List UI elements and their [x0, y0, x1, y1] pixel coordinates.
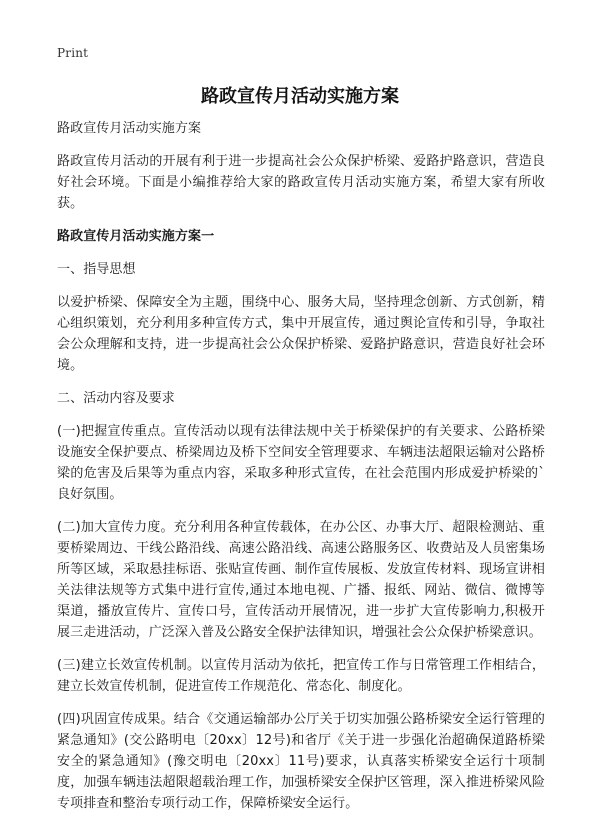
- intro-paragraph: 路政宣传月活动的开展有利于进一步提高社会公众保护桥梁、爱路护路意识，营造良好社会环境。下面是小编推荐给大家的路政宣传月活动实施方案，希望大家有所收获。: [57, 154, 545, 211]
- article-subtitle: 路政宣传月活动实施方案: [57, 121, 202, 136]
- item1-paragraph: (一)把握宣传重点。宣传活动以现有法律法规中关于桥梁保护的有关要求、公路桥梁设施安全保护要点、桥梁周边及桥下空间安全管理要求、车辆违法超限运输对公路桥梁的危害及后果等为重点内容，采取多种形式宣传，在社会范围内形成爱护桥梁的`良好氛围。: [57, 424, 545, 502]
- part1-paragraph: 以爱护桥梁、保障安全为主题，围绕中心、服务大局，坚持理念创新、方式创新，精心组织策划，充分利用多种宣传方式，集中开展宣传，通过舆论宣传和引导，争取社会公众理解和支持，进一步提高社会公众保护桥梁、爱路护路意识，营造良好社会环境。: [57, 295, 545, 373]
- article-body: [57, 118, 545, 826]
- part1-heading: 一、指导思想: [57, 262, 136, 277]
- item4-paragraph: (四)巩固宣传成果。结合《交通运输部办公厅关于切实加强公路桥梁安全运行管理的紧急通知》(交公路明电〔20xx〕12号)和省厅《关于进一步强化治超确保道路桥梁安全的紧急通知》(豫交明电〔20xx〕11号)要求，认真落实桥梁安全运行十项制度，加强车辆违法超限超载治理工作，加强桥梁安全保护区管理，深入推进桥梁风险专项排查和整治专项行动工作，保障桥梁安全运行。: [57, 712, 545, 811]
- item2-paragraph: (二)加大宣传力度。充分利用各种宣传载体，在办公区、办事大厅、超限检测站、重要桥梁周边、干线公路沿线、高速公路沿线、高速公路服务区、收费站及人员密集场所等区域，采取悬挂标语、张贴宣传画、制作宣传展板、发放宣传材料、现场宣讲相关法律法规等方式集中进行宣传,通过本地电视、广播、报纸、网站、微信、微博等渠道，播放宣传片、宣传口号，宣传活动开展情况，进一步扩大宣传影响力,积极开展三走进活动，广泛深入普及公路安全保护法律知识，增强社会公众保护桥梁意识。: [57, 520, 545, 640]
- section-heading: 路政宣传月活动实施方案一: [57, 229, 215, 244]
- part2-heading: 二、活动内容及要求: [57, 391, 175, 406]
- page-title: 路政宣传月活动实施方案: [201, 86, 399, 107]
- item3-paragraph: (三)建立长效宣传机制。以宣传月活动为依托，把宣传工作与日常管理工作相结合，建立长效宣传机制，促进宣传工作规范化、常态化、制度化。: [57, 658, 545, 694]
- print-link[interactable]: Print: [57, 46, 89, 60]
